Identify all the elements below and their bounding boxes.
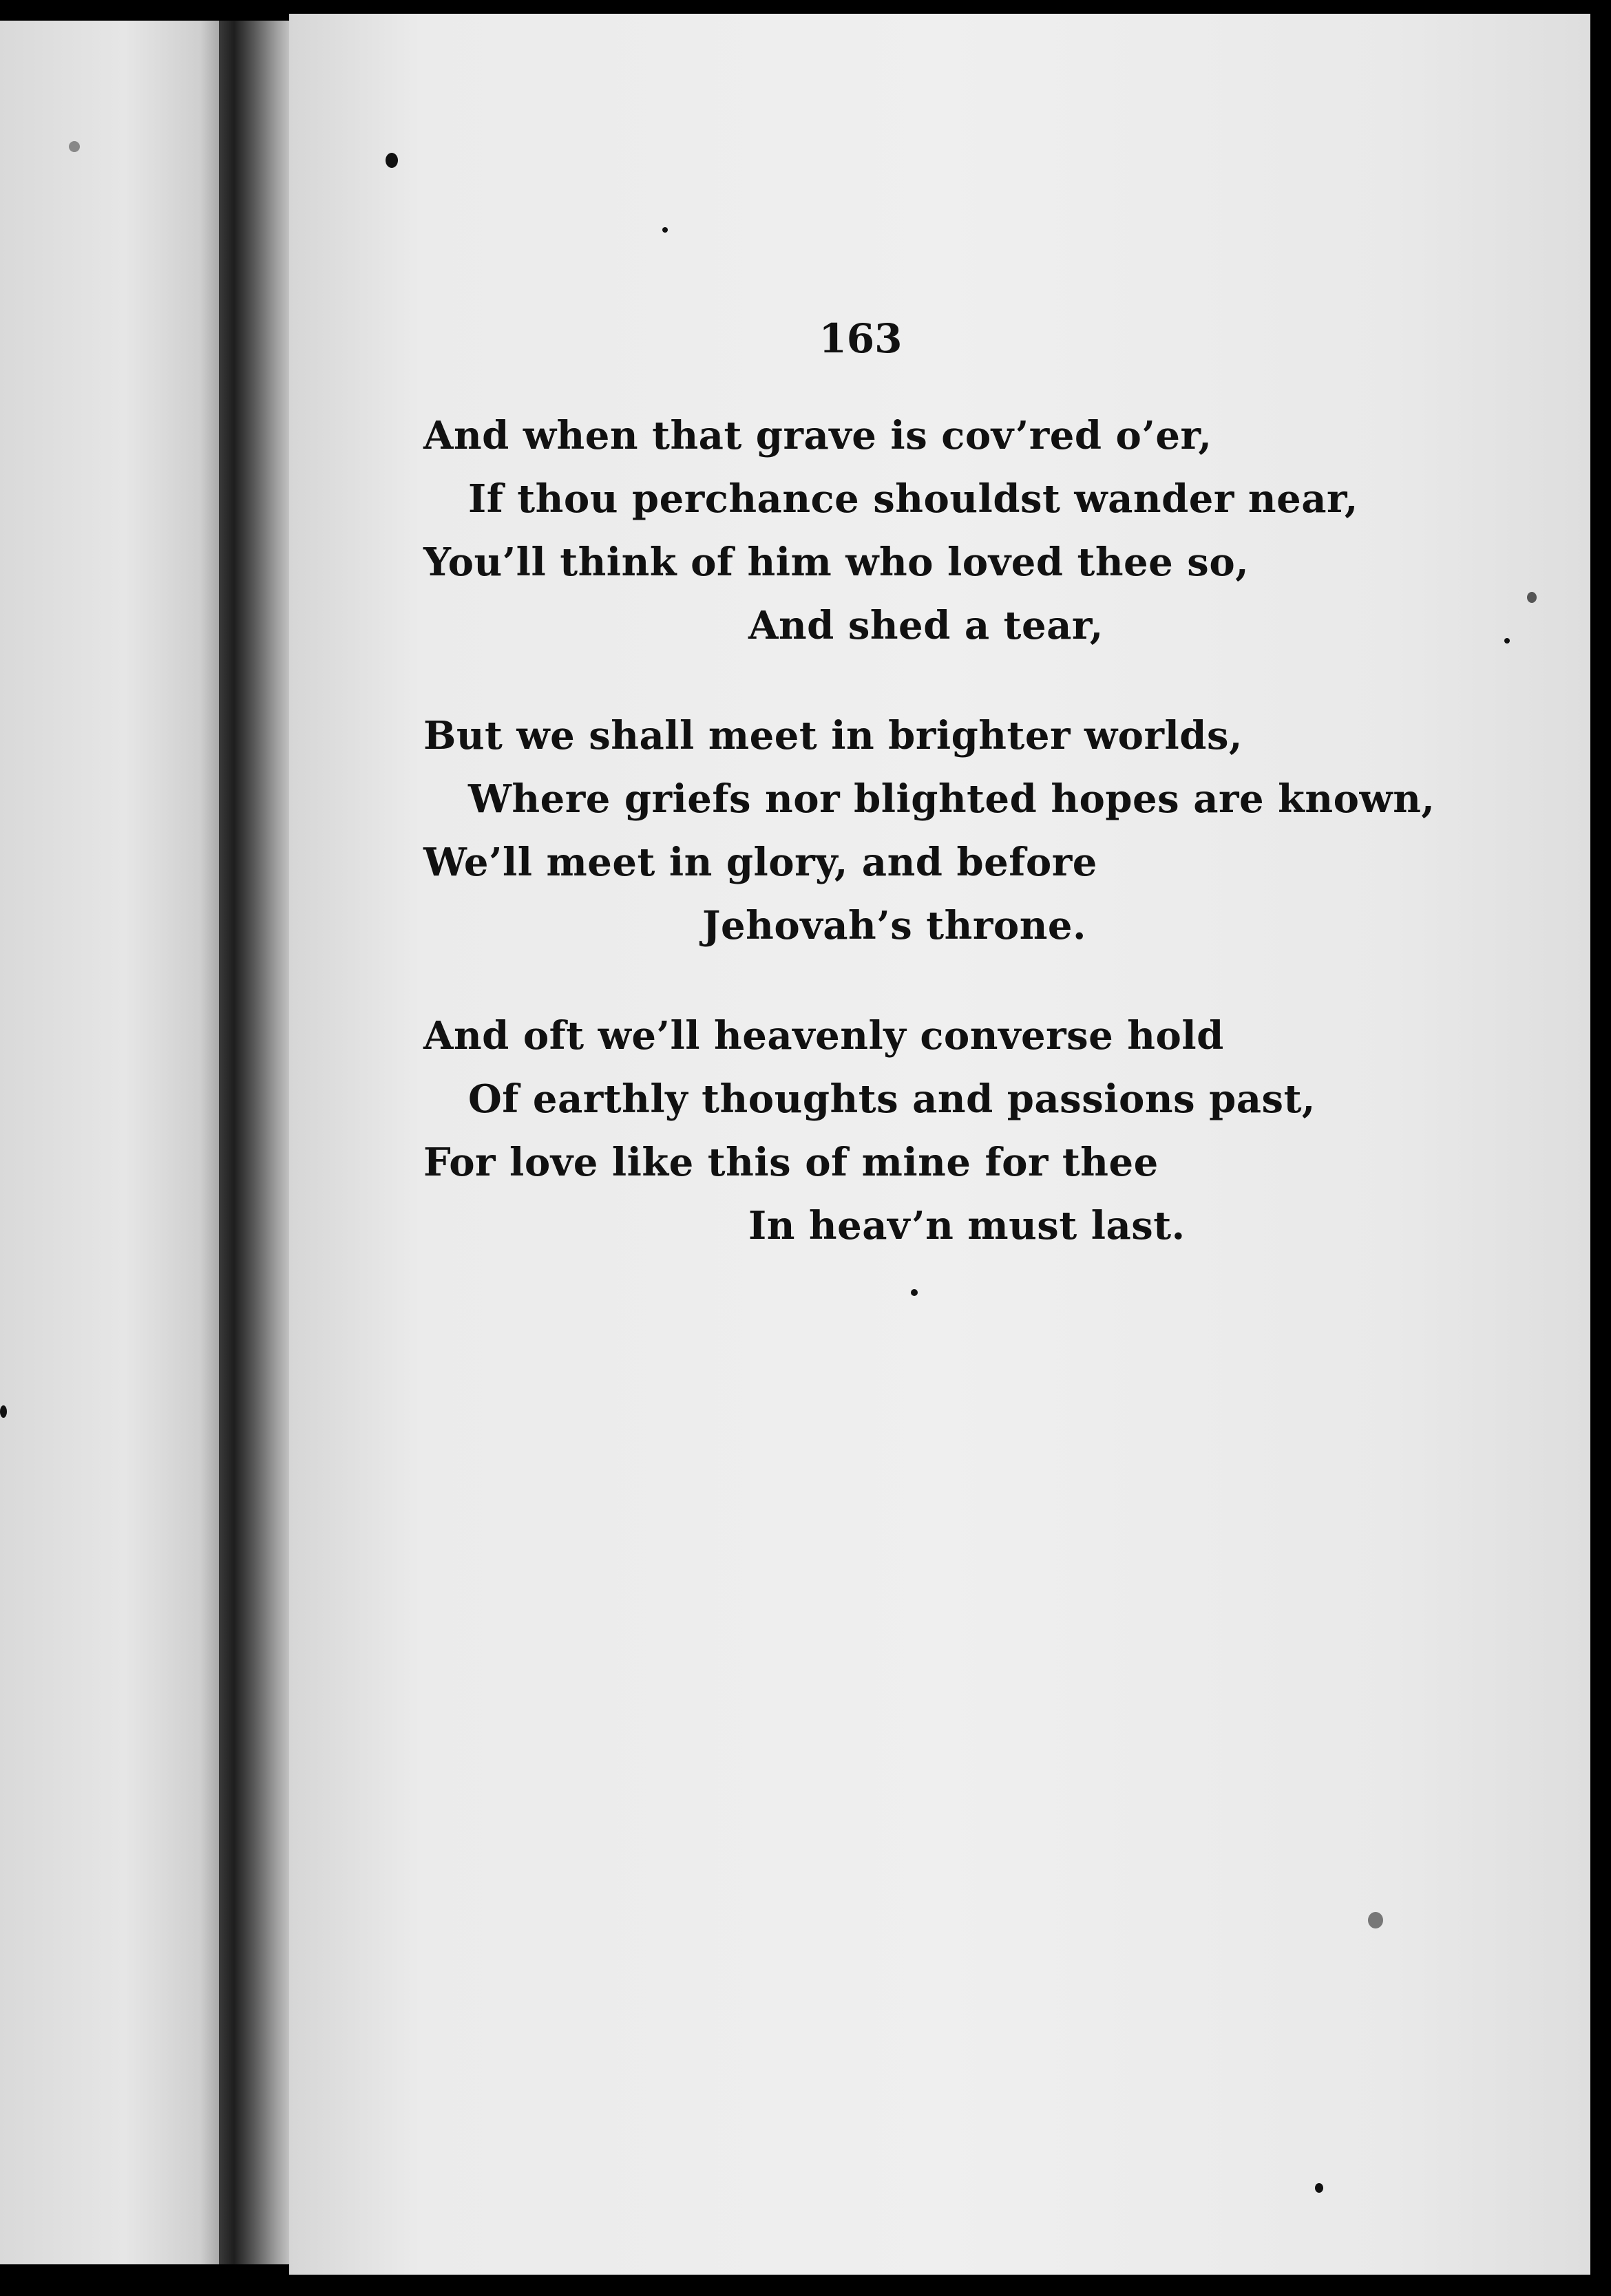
poem-line: You’ll think of him who loved thee so, [423, 540, 1250, 585]
poem-line: And shed a tear, [748, 603, 1104, 648]
poem-line: And when that grave is cov’red o’er, [423, 413, 1212, 458]
poem-line: Jehovah’s throne. [702, 903, 1087, 948]
poem-line: For love like this of mine for thee [423, 1140, 1159, 1185]
poem-line: If thou perchance shouldst wander near, [468, 476, 1358, 522]
poem-line: In heav’n must last. [748, 1203, 1186, 1248]
poem-line: Of earthly thoughts and passions past, [468, 1076, 1316, 1122]
poem-line: And oft we’ll heavenly converse hold [423, 1013, 1224, 1059]
page-number: 163 [819, 315, 903, 362]
poem-line: But we shall meet in brighter worlds, [423, 713, 1243, 758]
poem-line: Where griefs nor blighted hopes are known, [468, 776, 1435, 822]
poem-line: We’ll meet in glory, and before [423, 840, 1097, 885]
